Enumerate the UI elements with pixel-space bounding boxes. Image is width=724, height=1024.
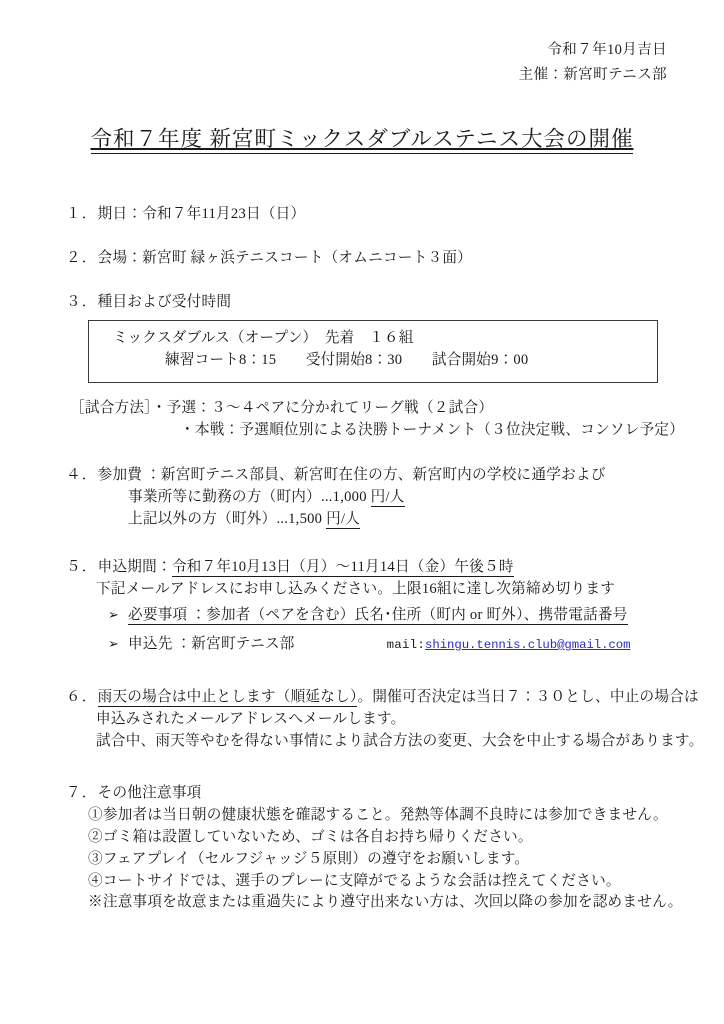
section-date-number: １． [66, 206, 98, 222]
section-notes-heading-line [66, 783, 686, 805]
document-header [519, 38, 667, 88]
rain-cancel-emphasis: 雨天の場合は中止とします（順延なし） [97, 689, 358, 706]
fee-out-town-unit: 円/人 [326, 511, 361, 528]
section-events-heading-line [66, 292, 686, 314]
fee-out-town-text: 上記以外の方（町外）...1,500 [128, 511, 327, 528]
section-date-text: 期日：令和７年11月23日（日） [97, 206, 306, 222]
application-contact-text: 申込先 ：新宮町テニス部 [128, 636, 295, 653]
rain-cancel-rest: 。開催可否決定は当日７：３０とし、中止の場合は [357, 689, 699, 706]
match-method-line-2: ・本戦：予選順位別による決勝トーナメント（３位決定戦、コンソレ予定） [180, 421, 685, 438]
note-item-1: ①参加者は当日朝の健康状態を確認すること。発熱等体調不良時には参加できません。 [88, 806, 668, 823]
section-events [66, 292, 686, 442]
match-method-label: ［試合方法］ [70, 399, 152, 416]
section-events-number: ３． [66, 293, 98, 310]
match-method [70, 398, 686, 442]
note-item-2: ②ゴミ箱は設置していないため、ゴミは各自お持ち帰りください。 [88, 828, 533, 845]
application-requirement-text: 必要事項 ：参加者（ペアを含む）氏名･住所（町内 or 町外）、携帯電話番号 [128, 606, 628, 623]
section-rain-number: ６． [66, 689, 98, 706]
section-venue-line [66, 248, 686, 270]
page-title [0, 122, 724, 153]
header-date: 令和７年10月吉日 [547, 42, 667, 58]
section-fee-line-3 [66, 509, 686, 531]
event-box-line-2: 練習コート8：15 受付開始8：30 試合開始9：00 [165, 351, 529, 368]
header-organizer: 主催：新宮町テニス部 [518, 66, 667, 83]
section-date-line [66, 204, 686, 226]
section-application-line-1 [66, 557, 686, 579]
section-application-number: ５． [66, 559, 98, 576]
section-fee-line-1 [66, 465, 686, 487]
section-fee-number: ４． [66, 467, 98, 484]
application-period-label: 申込期間： [97, 559, 172, 576]
event-box-line-1: ミックスダブルス（オープン） 先着 １６組 [113, 329, 414, 346]
application-contact-row [66, 630, 686, 659]
section-venue-text: 会場：新宮町 緑ヶ浜テニスコート（オムニコート３面） [97, 249, 473, 266]
match-method-line-1 [70, 398, 686, 420]
contact-email-link[interactable]: shingu.tennis.club@gmail.com [425, 638, 631, 653]
bullet-arrow-icon: ➢ [108, 636, 120, 652]
section-rain-policy [66, 687, 704, 753]
section-events-heading: 種目および受付時間 [97, 293, 232, 310]
section-date [66, 204, 686, 226]
section-application-line-2: 下記メールアドレスにお申し込みください。上限16組に達し次第締め切ります [96, 581, 616, 598]
fee-in-town-unit: 円/人 [370, 489, 405, 506]
section-notes [66, 783, 686, 914]
bullet-arrow-icon: ➢ [108, 606, 120, 622]
note-item-5: ※注意事項を故意または重過失により遵守出来ない方は、次回以降の参加を認めません。 [88, 894, 683, 911]
section-venue [66, 248, 686, 270]
section-fee [66, 465, 686, 531]
section-rain-line-3: 試合中、雨天等やむを得ない事情により試合方法の変更、大会を中止する場合があります。 [96, 733, 704, 750]
page-title-text: 令和７年度 新宮町ミックスダブルステニス大会の開催 [91, 127, 634, 154]
section-fee-text: 参加費 ：新宮町テニス部員、新宮町在住の方、新宮町内の学校に通学および [97, 467, 606, 484]
section-application [66, 557, 686, 659]
section-notes-heading: その他注意事項 [97, 784, 202, 801]
section-venue-number: ２． [66, 249, 98, 266]
fee-in-town-text: 事業所等に勤務の方（町内）...1,000 [128, 489, 371, 506]
application-requirement-row [66, 601, 686, 630]
section-fee-line-2 [66, 487, 686, 509]
note-item-3: ③フェアプレイ（セルフジャッジ５原則）の遵守をお願いします。 [88, 850, 530, 867]
event-details-box [88, 320, 658, 383]
document-body [66, 204, 704, 914]
section-rain-line-1 [66, 687, 699, 709]
section-rain-line-2: 申込みされたメールアドレスへメールします。 [96, 711, 406, 728]
note-item-4: ④コートサイドでは、選手のプレーに支障がでるような会話は控えてください。 [88, 872, 621, 889]
application-period-value: 令和７年10月13日（月）～11月14日（金）午後５時 [171, 559, 514, 576]
section-notes-number: ７． [66, 784, 98, 801]
mail-label: mail: [386, 638, 426, 653]
match-method-prelim: ・予選：３～４ペアに分かれてリーグ戦（２試合） [151, 399, 494, 416]
